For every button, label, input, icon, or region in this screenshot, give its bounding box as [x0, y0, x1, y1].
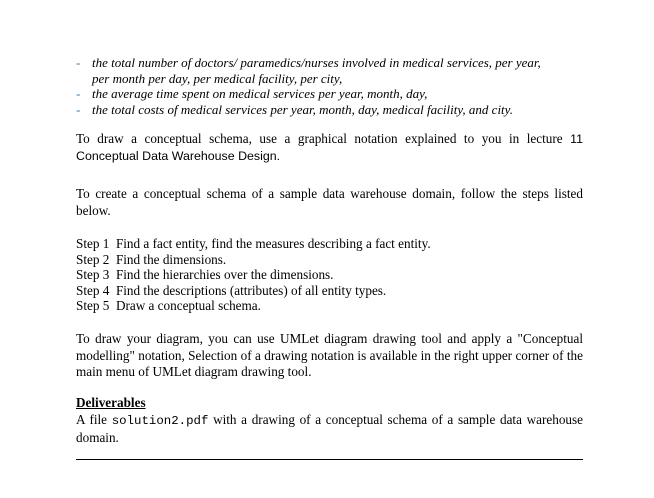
- bullet-item: [76, 86, 596, 102]
- deliverables-heading: Deliverables: [76, 395, 146, 410]
- step-text: Find the hierarchies over the dimensions.: [115, 267, 334, 282]
- step-item: [76, 298, 583, 314]
- step-text: Find a fact entity, find the measures describing a fact entity.: [115, 236, 431, 251]
- paragraph-text: To draw a conceptual schema, use a graphical notation explained to you in lecture: [76, 131, 563, 146]
- bullet-text: [92, 55, 596, 86]
- bullet-list: [76, 55, 596, 117]
- bullet-text: the total costs of medical services per year, month, day, medical facility, and city.: [92, 101, 513, 117]
- paragraph-text: To draw your diagram, you can use UMLet diagram drawing tool and apply a "Conceptual modelling" notation, Selection of a drawing notation is available in the right upper corner of the main menu of UMLet diagram drawing tool.: [76, 331, 583, 379]
- lecture-reference: 11 Conceptual Data Warehouse Design.: [76, 132, 584, 163]
- deliverable-filename: solution2.pdf: [111, 414, 209, 428]
- deliverables-prefix: A file: [76, 412, 108, 427]
- step-item: [76, 267, 583, 283]
- step-label: Step 4: [76, 282, 110, 298]
- bullet-text: the average time spent on medical services per year, month, day,: [92, 86, 428, 101]
- step-label: Step 5: [76, 298, 110, 313]
- bullet-dash: -: [76, 55, 81, 70]
- paragraph-umlet: [76, 331, 583, 381]
- steps-list: [76, 236, 583, 314]
- paragraph-notation: [76, 131, 583, 164]
- paragraph-deliverables: [76, 412, 583, 446]
- step-label: Step 2: [76, 251, 110, 267]
- step-text: Find the descriptions (attributes) of all entity types.: [115, 282, 387, 298]
- bullet-item: [76, 102, 596, 118]
- step-item: [76, 236, 583, 252]
- paragraph-text: To create a conceptual schema of a sample data warehouse domain, follow the steps listed below.: [76, 186, 583, 218]
- bullet-dash: -: [76, 101, 81, 117]
- deliverables-suffix: with a drawing of a conceptual schema of a sample data warehouse domain.: [76, 412, 583, 445]
- bullet-line: per month per day, per medical facility, per city,: [92, 70, 343, 86]
- step-label: Step 3: [76, 267, 110, 282]
- step-label: Step 1: [76, 236, 110, 251]
- step-text: Draw a conceptual schema.: [115, 298, 261, 313]
- step-item: [76, 283, 583, 299]
- bullet-item: [76, 55, 596, 86]
- paragraph-steps-intro: [76, 186, 583, 219]
- bullet-dash: -: [76, 86, 81, 101]
- step-item: [76, 252, 583, 268]
- horizontal-rule: [76, 459, 583, 460]
- step-text: Find the dimensions.: [115, 251, 227, 267]
- bullet-line: the total number of doctors/ paramedics/nurses involved in medical services, per year,: [92, 55, 541, 70]
